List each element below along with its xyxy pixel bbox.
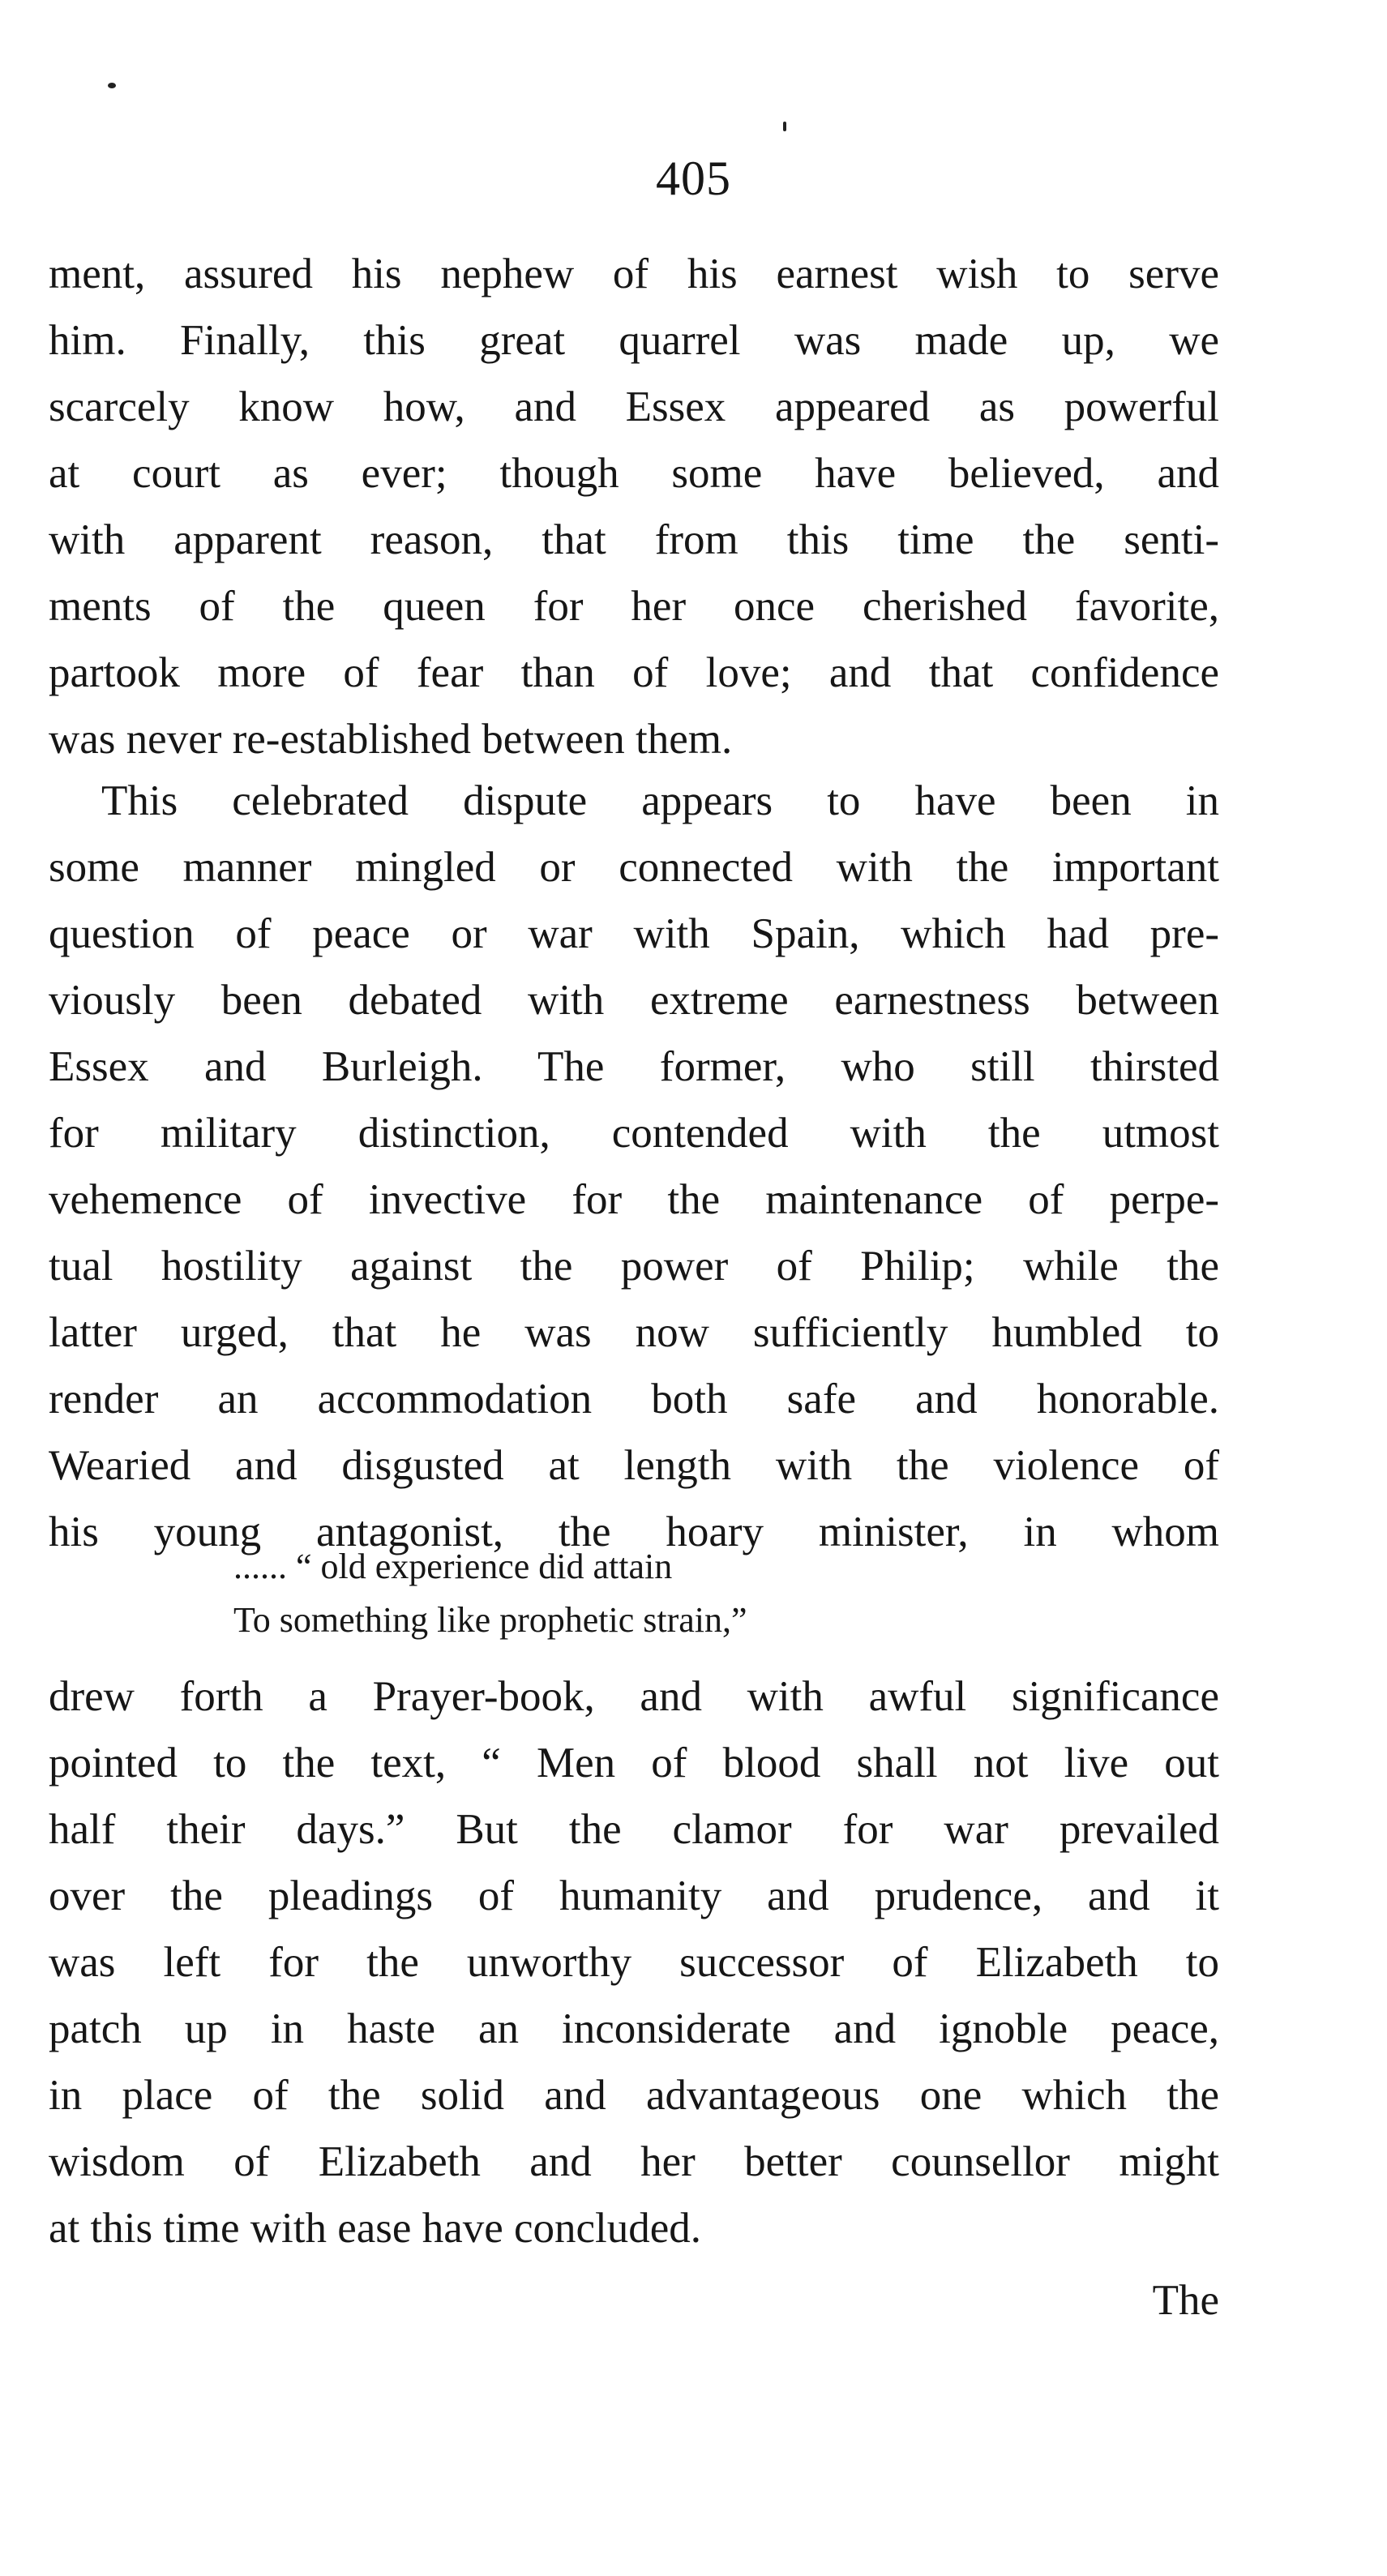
- text-line: Wearied and disgusted at length with the violence of: [49, 1442, 1219, 1489]
- text-line: question of peace or war with Spain, which had pre-: [49, 910, 1219, 957]
- text-line: vehemence of invective for the maintenance of perpe-: [49, 1176, 1219, 1223]
- text-line: patch up in haste an inconsiderate and ignoble peace,: [49, 2005, 1219, 2052]
- paragraph: [49, 241, 1219, 772]
- text-line: latter urged, that he was now sufficiently humbled to: [49, 1309, 1219, 1356]
- text-line: was left for the unworthy successor of Elizabeth to: [49, 1939, 1219, 1986]
- page-number: 405: [656, 152, 731, 205]
- text-line: at court as ever; though some have believed, and: [49, 450, 1219, 497]
- text-line: half their days.” But the clamor for war prevailed: [49, 1806, 1219, 1853]
- text-line: at this time with ease have concluded.: [49, 2205, 702, 2252]
- text-line: tual hostility against the power of Philip; while the: [49, 1243, 1219, 1290]
- text-line: ment, assured his nephew of his earnest wish to serve: [49, 250, 1219, 297]
- text-line: him. Finally, this great quarrel was made up, we: [49, 317, 1219, 364]
- text-line: partook more of fear than of love; and that confidence: [49, 649, 1219, 696]
- text-line: Essex and Burleigh. The former, who still thirsted: [49, 1043, 1219, 1090]
- text-line: viously been debated with extreme earnestness between: [49, 977, 1219, 1024]
- catchword: The: [1152, 2277, 1219, 2324]
- paragraph: [49, 768, 1219, 1565]
- ink-speck: [783, 122, 786, 131]
- text-line: pointed to the text, “ Men of blood shall not live out: [49, 1739, 1219, 1787]
- text-line: his young antagonist, the hoary minister, in whom: [49, 1508, 1219, 1555]
- paragraph: [49, 1663, 1219, 2261]
- ink-speck: [108, 83, 116, 88]
- quote-line: ...... “ old experience did attain: [233, 1547, 673, 1586]
- text-line: in place of the solid and advantageous one which the: [49, 2072, 1219, 2119]
- text-line: some manner mingled or connected with the important: [49, 844, 1219, 891]
- text-line: render an accommodation both safe and honorable.: [49, 1376, 1219, 1423]
- text-line: This celebrated dispute appears to have been in: [101, 777, 1219, 824]
- text-line: over the pleadings of humanity and prudence, and it: [49, 1872, 1219, 1919]
- text-line: scarcely know how, and Essex appeared as powerful: [49, 383, 1219, 430]
- text-line: with apparent reason, that from this time the senti-: [49, 516, 1219, 563]
- text-line: ments of the queen for her once cherished favorite,: [49, 583, 1219, 630]
- text-line: was never re-established between them.: [49, 716, 733, 763]
- text-line: wisdom of Elizabeth and her better counsellor might: [49, 2138, 1219, 2185]
- text-line: drew forth a Prayer-book, and with awful significance: [49, 1673, 1219, 1720]
- quote-line: To something like prophetic strain,”: [233, 1600, 747, 1640]
- text-line: for military distinction, contended with the utmost: [49, 1110, 1219, 1157]
